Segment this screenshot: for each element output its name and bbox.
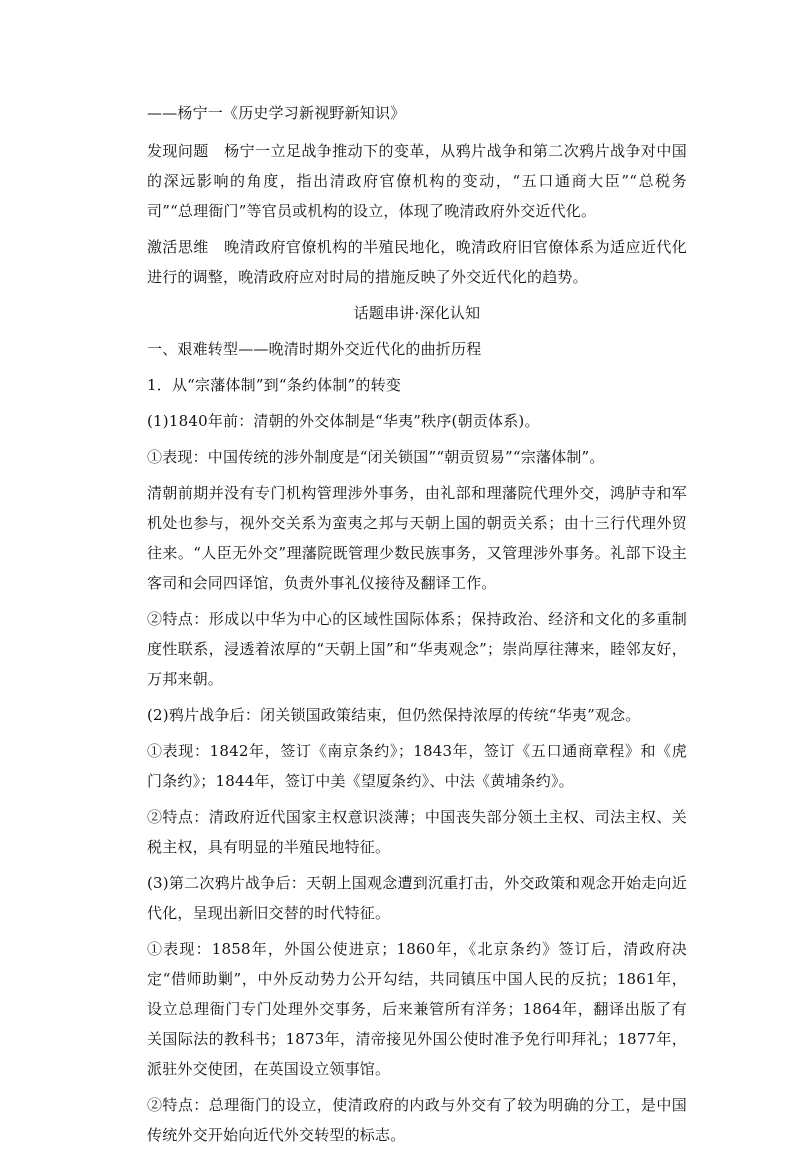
point-opium-war-manifestation: ①表现：1842年，签订《南京条约》；1843年，签订《五口通商章程》和《虎门条约》；1844年，签订中美《望厦条约》、中法《黄埔条约》。 (147, 742, 687, 790)
point-second-opium-war-features: ②特点：总理衙门的设立，使清政府的内政与外交有了较为明确的分工，是中国传统外交开始向近代外交转型的标志。 (147, 1096, 687, 1144)
subheading-1-1: 1．从“宗藩体制”到“条约体制”的转变 (147, 376, 402, 394)
paragraph-activate-thinking: 激活思维 晚清政府官僚机构的半殖民地化，晚清政府旧官僚体系为适应近代化进行的调整，晚清政府应对时局的措施反映了外交近代化的趋势。 (147, 238, 687, 286)
point-opium-war: (2)鸦片战争后：闭关锁国政策结束，但仍然保持浓厚的传统“华夷”观念。 (147, 706, 641, 724)
point-1840-features: ②特点：形成以中华为中心的区域性国际体系；保持政治、经济和文化的多重制度性联系，浸透着浓厚的“天朝上国”和“华夷观念”；崇尚厚往薄来，睦邻友好，万邦来朝。 (147, 610, 687, 688)
paragraph-discover-problem: 发现问题 杨宁一立足战争推动下的变革，从鸦片战争和第二次鸦片战争对中国的深远影响的角度，指出清政府官僚机构的变动，“五口通商大臣”“总税务司”“总理衙门”等官员或机构的设立，体现了晚清政府外交近代化。 (147, 142, 687, 220)
source-citation: ——杨宁一《历史学习新视野新知识》 (147, 104, 406, 122)
point-opium-war-features: ②特点：清政府近代国家主权意识淡薄；中国丧失部分领土主权、司法主权、关税主权，具有明显的半殖民地特征。 (147, 808, 687, 856)
paragraph-early-qing: 清朝前期并没有专门机构管理涉外事务，由礼部和理藩院代理外交，鸿胪寺和军机处也参与，视外交关系为蛮夷之邦与天朝上国的朝贡关系；由十三行代理外贸往来。“人臣无外交”理藩院既管理少数民族事务，又管理涉外事务。礼部下设主客司和会同四译馆，负责外事礼仪接待及翻译工作。 (147, 484, 687, 592)
section-heading: 话题串讲·深化认知 (353, 304, 481, 322)
document-body (147, 98, 687, 1156)
point-1840-manifestation: ①表现：中国传统的涉外制度是“闭关锁国”“朝贡贸易”“宗藩体制”。 (147, 448, 605, 466)
point-second-opium-war: (3)第二次鸦片战争后：天朝上国观念遭到沉重打击，外交政策和观念开始走向近代化，呈现出新旧交替的时代特征。 (147, 874, 687, 922)
subheading-1: 一、艰难转型——晚清时期外交近代化的曲折历程 (147, 340, 482, 358)
point-1840-before: (1)1840年前：清朝的外交体制是“华夷”秩序(朝贡体系)。 (147, 412, 540, 430)
point-second-opium-war-manifestation: ①表现：1858年，外国公使进京；1860年，《北京条约》签订后，清政府决定“借师助剿”，中外反动势力公开勾结，共同镇压中国人民的反抗；1861年，设立总理衙门专门处理外交事务，后来兼管所有洋务；1864年，翻译出版了有关国际法的教科书；1873年，清帝接见外国公使时准予免行叩拜礼；1877年，派驻外交使团，在英国设立领事馆。 (147, 940, 687, 1078)
